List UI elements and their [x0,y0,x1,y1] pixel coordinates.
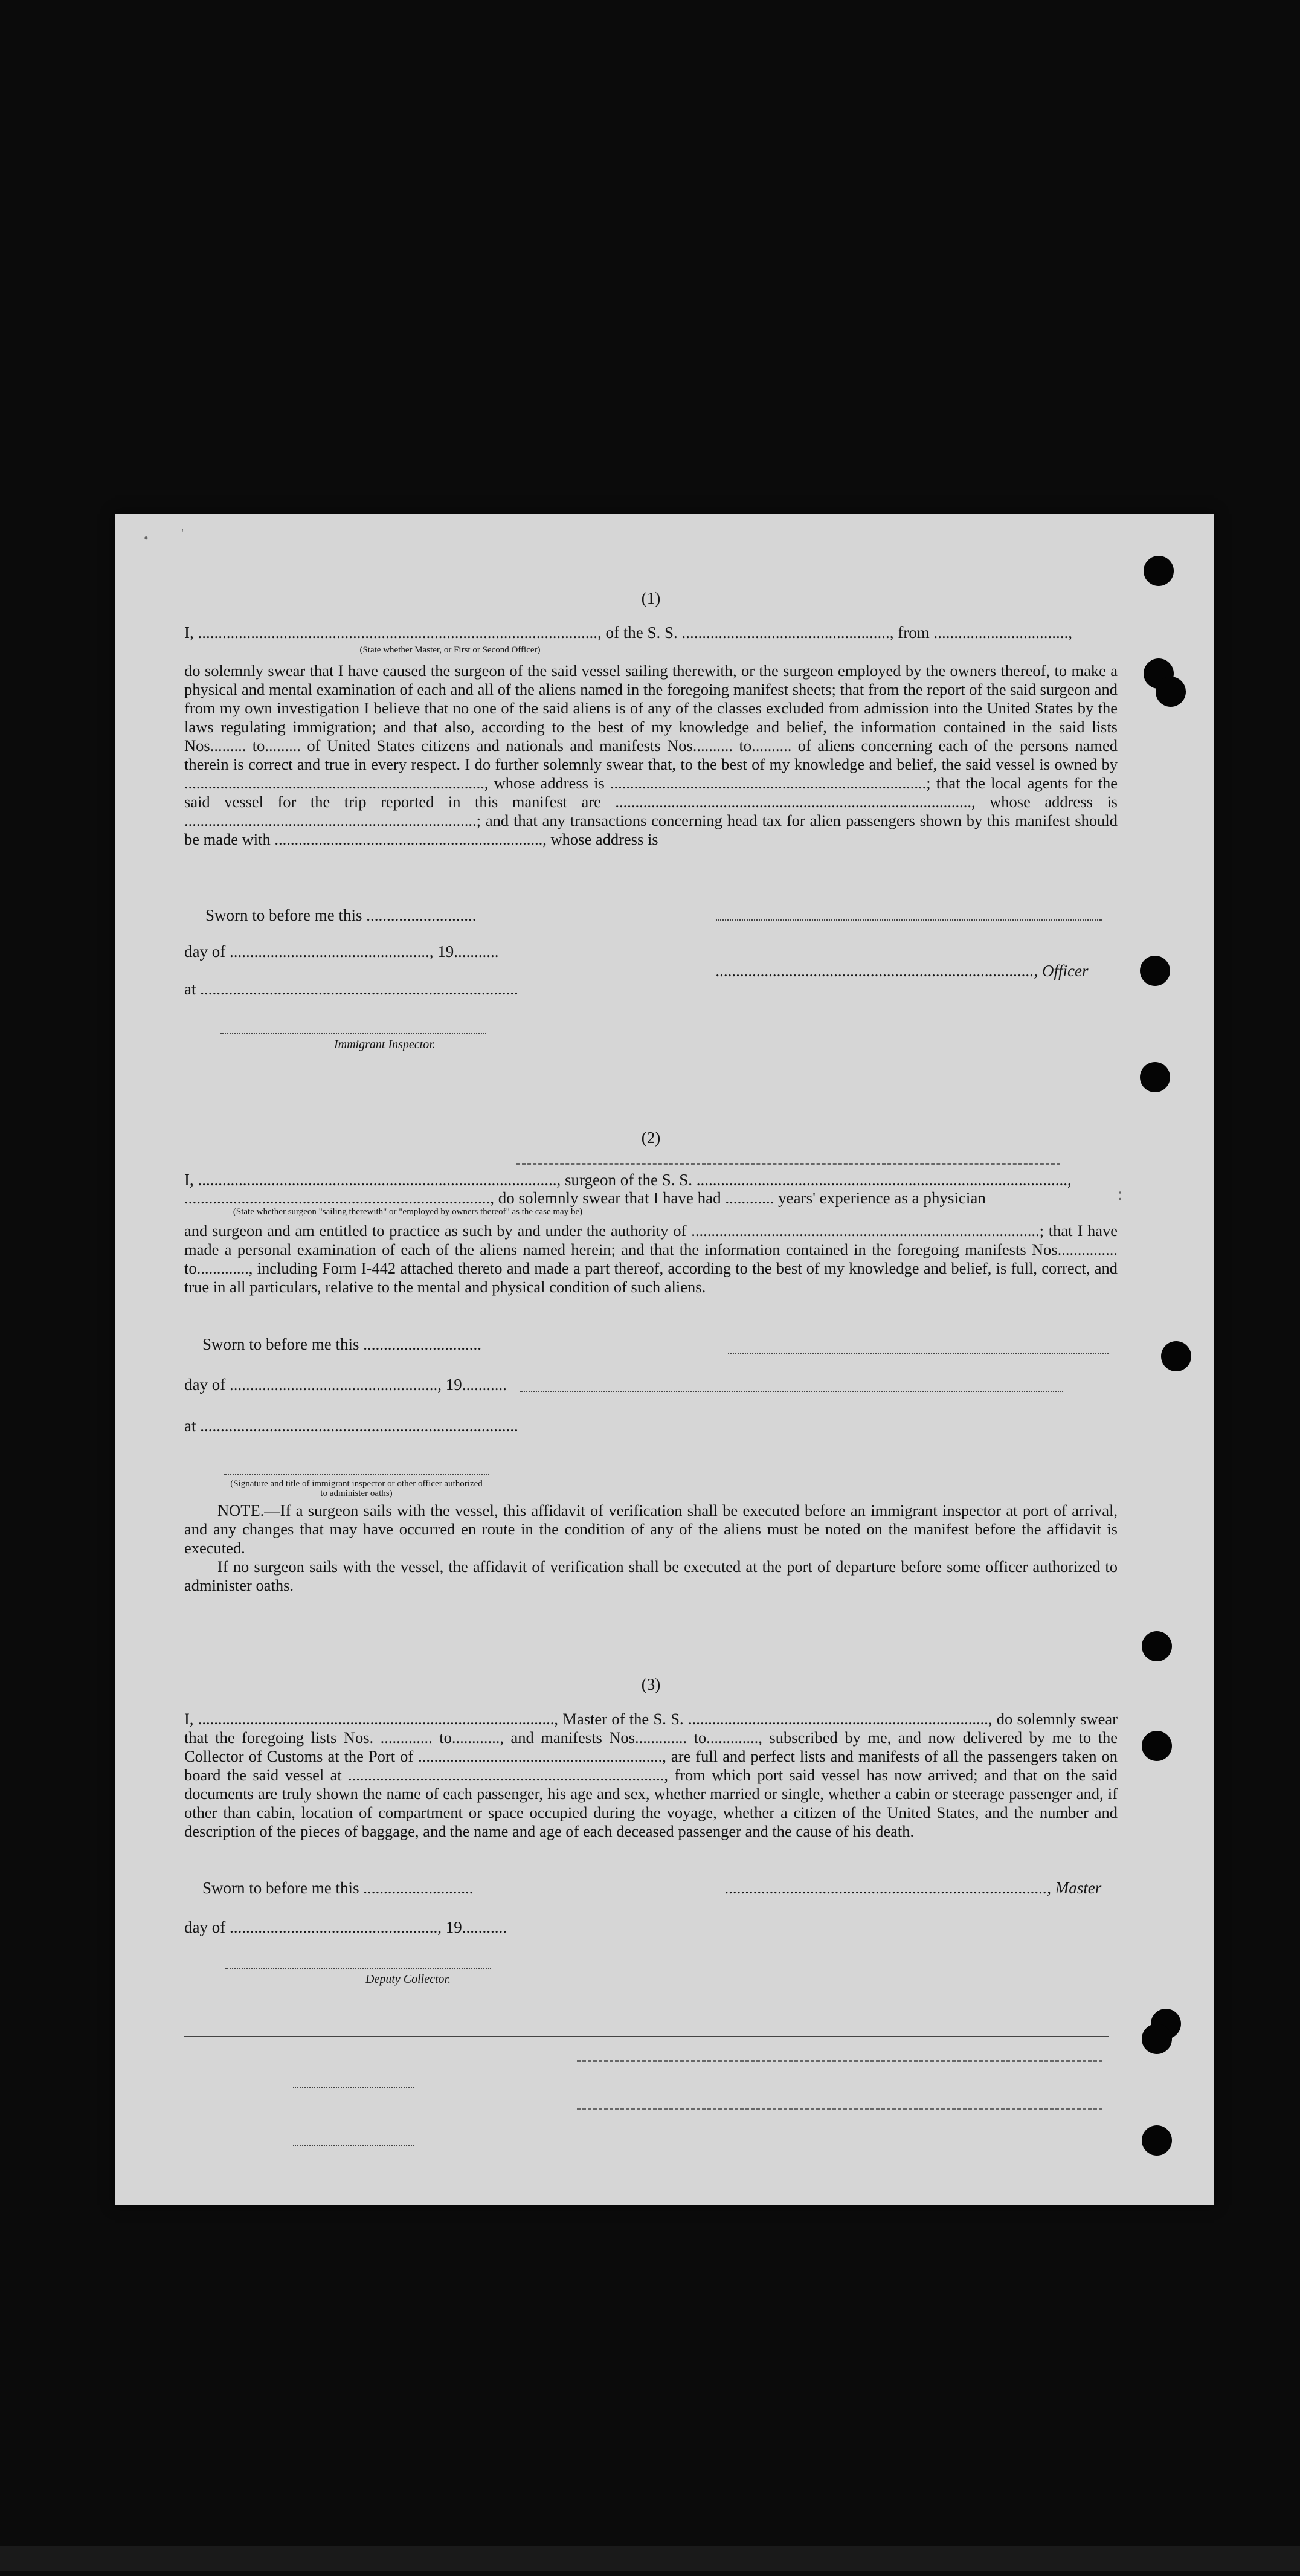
note-surgeon-sails: NOTE.—If a surgeon sails with the vessel, this affidavit of verification shall be executed before an immigrant inspector at port of arrival, and any changes that may have occurred en route in the condition of any of the aliens must be noted on the manifest before the affidavit is executed. [184,1501,1118,1557]
section-2-signer: (Signature and title of immigrant inspector or other officer authorized to administer oaths) [230,1479,483,1498]
officer-signature-line-top [716,919,1102,921]
section-3-day-line: day of ..................................................., 19........... [184,1918,507,1936]
section-1-caption: (State whether Master, or First or Second Officer) [359,645,541,655]
binder-hole [1156,677,1186,707]
section-1-sworn-line: Sworn to before me this ........................... [205,906,477,924]
stray-mark: : [1118,1184,1123,1204]
section-divider [516,1163,1060,1165]
section-3-body-text: I, ........................................................................................., Master of the S. S. ..........................................................................., do solemnly swear that the foregoing lists Nos. ............. to............, and manifests Nos............. to............., subscribed by me, and now delivered by me to the Collector of Customs at the Port of ............................................................., are full and perfect lists and manifests of all the passengers taken on board the said vessel at ..............................................................................., from which port said vessel has now arrived; and that on the said documents are truly shown the name of each passenger, his age and sex, whether married or single, whether a cabin or steerage passenger and, if other than cabin, location of compartment or space occupied during the voyage, whether a citizen of the United States, and the number and description of the pieces of baggage, and the name and age of each deceased passenger and the cause of his death. [184,1710,1118,1840]
section-1-body [184,662,1118,849]
binder-hole [1142,1631,1172,1661]
bottom-dashed-rule [577,2060,1102,2062]
section-1-at-line: at .............................................................................. [184,980,518,998]
section-2-notes [184,1501,1118,1595]
bottom-rule [184,2036,1109,2037]
binder-hole [1161,1341,1191,1371]
binder-hole [1142,1731,1172,1761]
stray-mark: • [144,530,149,546]
section-3-signer: Deputy Collector. [365,1972,451,1986]
bottom-dotted-line [293,2087,414,2088]
section-2-number: (2) [641,1129,661,1147]
section-3-number: (3) [641,1675,661,1693]
binder-hole [1140,1062,1170,1092]
stray-mark: ' [181,526,184,541]
binder-hole [1140,956,1170,986]
manifest-verification-page [115,514,1214,2205]
binder-hole [1144,556,1174,586]
section-2-swear-line: ..........................................................................., do solemnly swear that I have had ............ years' experience as a physician [184,1189,986,1207]
section-2-at-line: at .............................................................................. [184,1417,518,1435]
surgeon-signature-line [728,1353,1109,1354]
bottom-dashed-rule-2 [577,2108,1102,2110]
section-3-master: ..............................................................................., Master [725,1879,1102,1897]
faint-line [520,1391,1063,1392]
inspector-signature-line-2 [224,1474,489,1475]
binder-hole [1142,2125,1172,2156]
section-3-sworn-line: Sworn to before me this ........................... [202,1879,474,1897]
section-2-caption: (State whether surgeon "sailing therewith" or "employed by owners thereof" as the case may be) [233,1207,583,1217]
section-1-officer: .............................................................................., Officer [716,962,1089,980]
section-1-number: (1) [641,589,661,607]
section-2-day-line: day of ..................................................., 19........... [184,1376,507,1394]
section-2-sworn-line: Sworn to before me this ............................. [202,1335,481,1353]
section-1-day-line: day of ................................................., 19........... [184,942,499,961]
binder-hole [1142,2024,1172,2054]
section-3-body [184,1710,1118,1841]
scan-bottom-band [0,2546,1300,2571]
bottom-dotted-line-2 [293,2145,414,2146]
section-2-body [184,1222,1118,1296]
section-1-oath-line: I, .................................................................................................., of the S. S. ..................................................., from ................................., [184,623,1072,642]
section-1-body-text: do solemnly swear that I have caused the surgeon of the said vessel sailing therewith, or the surgeon employed by the owners thereof, to make a physical and mental examination of each and all of the aliens named in the foregoing manifest sheets; that from the report of the said surgeon and from my own investigation I believe that no one of the said aliens is of any of the classes excluded from admission into the United States by the laws regulating immigration; and that also, according to the best of my knowledge and belief, the information contained in the said lists Nos......... to......... of United States citizens and nationals and manifests Nos.......... to.......... of aliens concerning each of the persons named therein is correct and true in every respect. I do further solemnly swear that, to the best of my knowledge and belief, the said vessel is owned by ..........................................................................., whose address is ...............................................................................; that the local agents for the said vessel for the trip reported in this manifest are ........................................................................................., whose address is .........................................................................; and that any transactions concerning head tax for alien passengers shown by this manifest should be made with ..................................................................., whose address is [184,662,1118,848]
collector-signature-line [225,1968,491,1969]
section-2-body-text: and surgeon and am entitled to practice as such by and under the authority of .......................................................................................; that I have made a personal examination of each of the aliens named herein; and that the information contained in the foregoing manifests Nos............... to............., including Form I-442 attached thereto and made a part thereof, according to the best of my knowledge and belief, is full, correct, and true in all particulars, relative to the mental and physical condition of such aliens. [184,1222,1118,1296]
note-no-surgeon: If no surgeon sails with the vessel, the affidavit of verification shall be executed at the port of departure before some officer authorized to administer oaths. [184,1557,1118,1594]
inspector-signature-line [220,1033,486,1034]
section-2-surgeon-line: I, ........................................................................................, surgeon of the S. S. ..........................................................................................., [184,1171,1072,1189]
section-1-signer: Immigrant Inspector. [334,1038,436,1051]
